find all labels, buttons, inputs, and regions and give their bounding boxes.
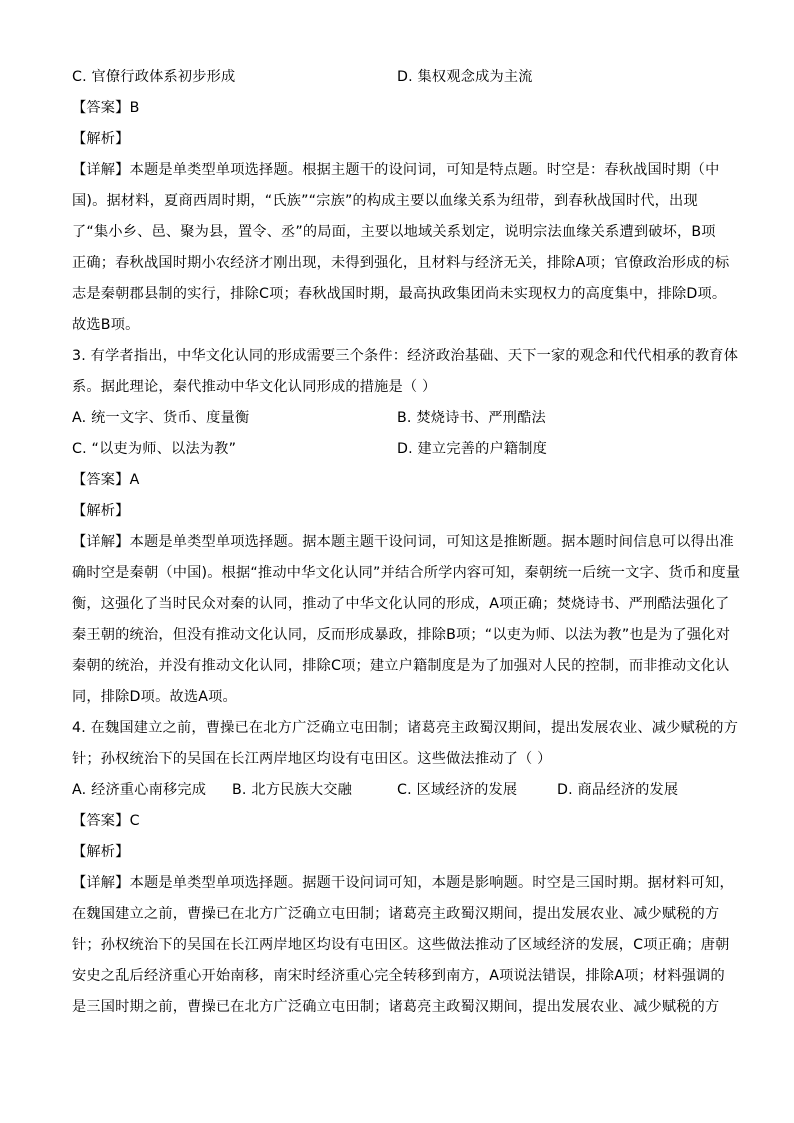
q3-detail-line: 衡，这强化了当时民众对秦的认同，推动了中华文化认同的形成，A项正确；焚烧诗书、严刑酷法强化了 bbox=[72, 596, 730, 612]
answer-tag: 【答案】 bbox=[72, 813, 130, 829]
q4-option-c: C. 区域经济的发展 bbox=[397, 782, 518, 798]
q2-detail-line: 正确；春秋战国时期小农经济才刚出现，未得到强化，且材料与经济无关，排除A项；官僚政治形成的标 bbox=[72, 255, 730, 271]
q2-options-row bbox=[72, 62, 722, 93]
q2-option-c: C. 官僚行政体系初步形成 bbox=[72, 69, 236, 85]
answer-value: B bbox=[129, 100, 140, 116]
answer-value: A bbox=[129, 472, 140, 488]
q4-detail-line: 安史之乱后经济重心开始南移，南宋时经济重心完全转移到南方，A项说法错误，排除A项；材料强调的 bbox=[72, 968, 725, 984]
q3-stem-line: 系。据此理论，秦代推动中华文化认同形成的措施是（ ） bbox=[72, 379, 437, 395]
q3-detail-line bbox=[72, 527, 734, 558]
q2-answer bbox=[72, 93, 722, 124]
q3-options-row bbox=[72, 403, 722, 434]
q2-detail-line: 了“集小乡、邑、聚为县，置令、丞”的局面，主要以地域关系划定，说明宗法血缘关系遭到破坏，B项 bbox=[72, 224, 716, 240]
q4-option-a: A. 经济重心南移完成 bbox=[72, 782, 207, 798]
q4-stem-line: 4. 在魏国建立之前，曹操已在北方广泛确立屯田制；诸葛亮主政蜀汉期间，提出发展农业、减少赋税的方 bbox=[72, 720, 739, 736]
q2-detail-line bbox=[72, 155, 722, 186]
detail-text: 本题是单类型单项选择题。据题干设问词可知，本题是影响题。时空是三国时期。据材料可知， bbox=[129, 875, 734, 891]
q4-detail-line: 是三国时期之前，曹操已在北方广泛确立屯田制；诸葛亮主政蜀汉期间，提出发展农业、减少赋税的方 bbox=[72, 999, 720, 1015]
q3-answer bbox=[72, 465, 722, 496]
q4-stem-line: 针；孙权统治下的吴国在长江两岸地区均设有屯田区。这些做法推动了（ ） bbox=[72, 751, 552, 767]
q4-answer bbox=[72, 806, 722, 837]
detail-text: 本题是单类型单项选择题。据本题主题干设问词，可知这是推断题。据本题时间信息可以得出准 bbox=[129, 534, 734, 550]
q3-analysis-heading: 【解析】 bbox=[72, 503, 130, 519]
q4-detail-line bbox=[72, 868, 734, 899]
q3-option-b: B. 焚烧诗书、严刑酷法 bbox=[397, 410, 546, 426]
q3-detail-line: 确时空是秦朝（中国)。根据“推动中华文化认同”并结合所学内容可知，秦朝统一后统一文字、货币和度量 bbox=[72, 565, 741, 581]
answer-tag: 【答案】 bbox=[72, 472, 130, 488]
answer-tag: 【答案】 bbox=[72, 100, 130, 116]
q3-option-c: C. “以吏为师、以法为教” bbox=[72, 441, 237, 457]
q4-analysis-heading: 【解析】 bbox=[72, 844, 130, 860]
q2-detail-line: 志是秦朝郡县制的实行，排除C项；春秋战国时期，最高执政集团尚未实现权力的高度集中，排除D项。 bbox=[72, 286, 727, 302]
detail-tag: 【详解】 bbox=[72, 162, 130, 178]
document-content bbox=[72, 62, 741, 1023]
q2-detail-line: 故选B项。 bbox=[72, 317, 140, 333]
q3-detail-line: 秦王朝的统治，但没有推动文化认同，反而形成暴政，排除B项；“以吏为师、以法为教”也是为了强化对 bbox=[72, 627, 731, 643]
q4-option-d: D. 商品经济的发展 bbox=[557, 782, 679, 798]
q3-detail-line: 同，排除D项。故选A项。 bbox=[72, 689, 237, 705]
q3-detail-line: 秦朝的统治，并没有推动文化认同，排除C项；建立户籍制度是为了加强对人民的控制，而非推动文化认 bbox=[72, 658, 730, 674]
detail-tag: 【详解】 bbox=[72, 875, 130, 891]
q2-detail-line: 国)。据材料，夏商西周时期，“氏族”“宗族”的构成主要以血缘关系为纽带，到春秋战国时代，出现 bbox=[72, 193, 698, 209]
q3-options-row bbox=[72, 434, 722, 465]
q3-option-a: A. 统一文字、货币、度量衡 bbox=[72, 410, 250, 426]
q2-analysis-heading: 【解析】 bbox=[72, 131, 130, 147]
q2-option-d: D. 集权观念成为主流 bbox=[397, 69, 533, 85]
q4-option-b: B. 北方民族大交融 bbox=[232, 782, 353, 798]
q3-option-d: D. 建立完善的户籍制度 bbox=[397, 441, 548, 457]
answer-value: C bbox=[129, 813, 140, 829]
q3-stem-line: 3. 有学者指出，中华文化认同的形成需要三个条件：经济政治基础、天下一家的观念和代代相承的教育体 bbox=[72, 348, 739, 364]
q4-options-row bbox=[72, 775, 722, 806]
q4-detail-line: 在魏国建立之前，曹操已在北方广泛确立屯田制；诸葛亮主政蜀汉期间，提出发展农业、减少赋税的方 bbox=[72, 906, 720, 922]
q4-detail-line: 针；孙权统治下的吴国在长江两岸地区均设有屯田区。这些做法推动了区域经济的发展，C项正确；唐朝 bbox=[72, 937, 730, 953]
detail-tag: 【详解】 bbox=[72, 534, 130, 550]
detail-text: 本题是单类型单项选择题。根据主题干的设问词，可知是特点题。时空是：春秋战国时期（中 bbox=[129, 162, 720, 178]
